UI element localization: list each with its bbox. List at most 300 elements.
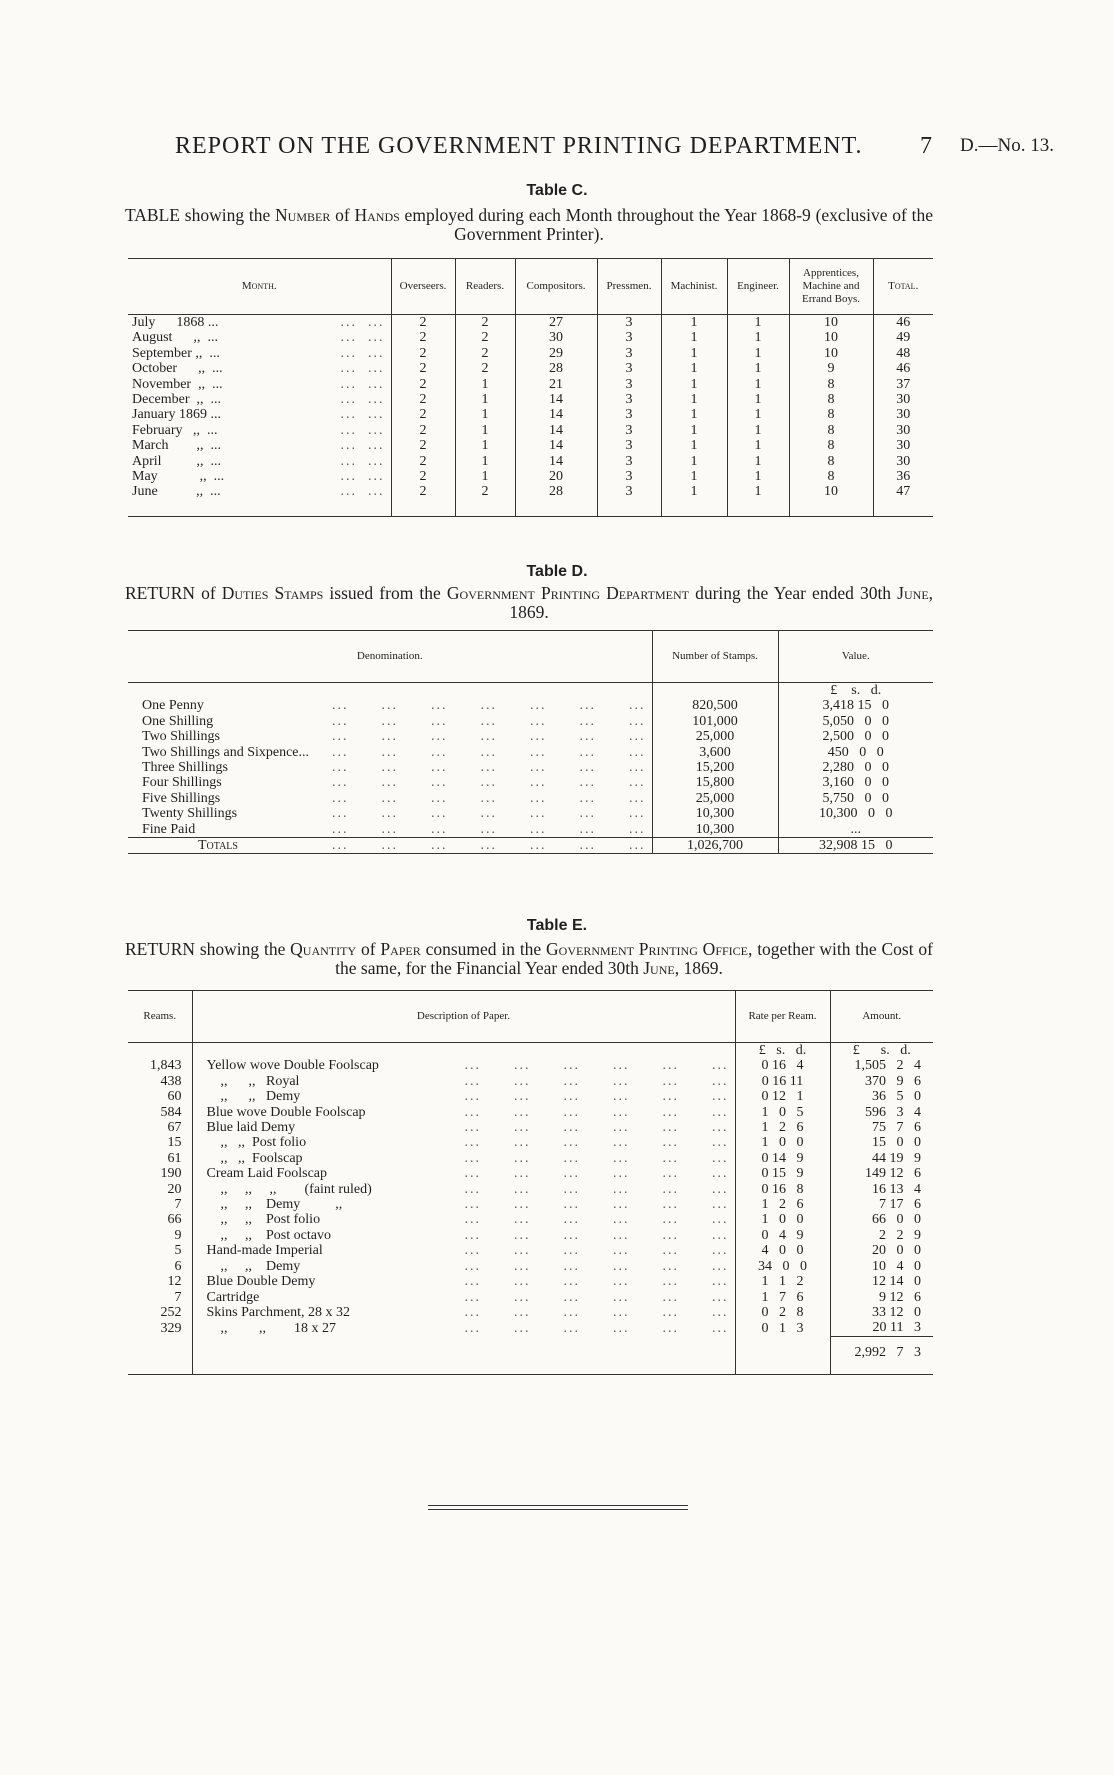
leader-dots: ... ... xyxy=(340,392,385,408)
leader-dots: ... ... xyxy=(340,407,385,423)
leader-dots: ... ... xyxy=(340,330,385,346)
value-cell: 1 xyxy=(727,454,789,469)
table-row xyxy=(128,1151,933,1166)
table-row xyxy=(128,791,933,806)
value-cell: 3 xyxy=(597,315,661,331)
amount-cell: 1,505 2 4 xyxy=(854,1058,921,1074)
leader-dots: ... ... ... ... ... ... ... xyxy=(332,760,646,776)
leader-dots: ... ... ... ... ... ... xyxy=(464,1243,729,1259)
amount-cell: 20 0 0 xyxy=(872,1243,921,1259)
month-cell xyxy=(128,361,391,376)
amount-cell: 10 4 0 xyxy=(872,1258,921,1274)
table-row xyxy=(128,438,933,453)
value-cell: 1 xyxy=(661,484,727,516)
leader-dots: ... ... ... ... ... ... ... xyxy=(332,838,646,854)
col-month: Month. xyxy=(128,259,391,315)
table-e-description: RETURN showing the Quantity of Paper consumed in the Government Printing Office, together with the Cost of the same, for the Financial Year ended 30th June, 1869. xyxy=(125,939,933,978)
leader-dots: ... ... ... ... ... ... xyxy=(464,1089,729,1105)
rate-cell: 4 0 0 xyxy=(735,1243,830,1258)
paper-description: Blue Double Demy xyxy=(206,1274,316,1290)
paper-description-cell xyxy=(192,1089,735,1104)
denomination-label: Four Shillings xyxy=(142,775,222,791)
value-cell: 2 xyxy=(455,484,515,516)
table-row xyxy=(128,1212,933,1227)
value-cell: 2 xyxy=(391,330,455,345)
amount-cell: 44 19 9 xyxy=(872,1150,921,1166)
value-cell: 2,280 0 0 xyxy=(822,760,889,776)
rate-cell: 0 16 4 xyxy=(735,1058,830,1073)
value-cell: 1 xyxy=(455,469,515,484)
rate-cell: 1 0 0 xyxy=(735,1212,830,1227)
value-cell: 450 0 0 xyxy=(827,744,884,760)
paper-description-cell xyxy=(192,1228,735,1243)
rate-cell: 0 15 9 xyxy=(735,1166,830,1181)
value-cell: 3 xyxy=(597,392,661,407)
value-cell: 3 xyxy=(597,346,661,361)
page-number: 7 xyxy=(920,133,932,159)
table-row xyxy=(128,315,933,331)
denomination-cell xyxy=(128,729,652,744)
value-cell: 14 xyxy=(515,438,597,453)
value-cell: 48 xyxy=(896,345,911,361)
paper-description: Hand-made Imperial xyxy=(206,1243,323,1259)
blank-cell xyxy=(128,1336,192,1374)
month-label: January 1869 ... xyxy=(132,407,222,423)
leader-dots: ... ... ... ... ... ... xyxy=(464,1320,729,1336)
amount-cell: 75 7 6 xyxy=(872,1120,921,1136)
totals-number: 1,026,700 xyxy=(652,838,778,854)
paper-description-cell xyxy=(192,1274,735,1289)
month-cell xyxy=(128,377,391,392)
rate-cell: 0 4 9 xyxy=(735,1228,830,1243)
stamps-count-cell: 25,000 xyxy=(652,791,778,806)
blank-cell xyxy=(192,1336,735,1374)
value-cell: 1 xyxy=(661,315,727,331)
value-cell: 1 xyxy=(455,438,515,453)
paper-description: ,, ,, 18 x 27 xyxy=(206,1320,336,1336)
table-d-description: RETURN of Duties Stamps issued from the Government Printing Department during the Year ended 30th June, 1869. xyxy=(125,583,934,622)
value-cell: 10 xyxy=(789,315,873,331)
table-row xyxy=(128,484,933,516)
value-cell: 2,500 0 0 xyxy=(822,729,889,745)
amount-units: £ s. d. xyxy=(852,1043,911,1058)
amount-cell: 20 11 3 xyxy=(872,1320,921,1336)
value-cell: 2 xyxy=(391,377,455,392)
value-cell: 1 xyxy=(661,438,727,453)
leader-dots: ... ... xyxy=(340,453,385,469)
value-cell: 49 xyxy=(896,330,911,346)
totals-value: 32,908 15 0 xyxy=(778,838,933,854)
value-cell: 46 xyxy=(896,315,911,330)
denomination-cell xyxy=(128,760,652,775)
value-cell: 1 xyxy=(455,392,515,407)
rate-cell: 1 1 2 xyxy=(735,1274,830,1289)
value-cell: 2 xyxy=(391,346,455,361)
value-cell: 10 xyxy=(789,346,873,361)
amount-cell: 370 9 6 xyxy=(865,1073,921,1089)
value-cell: 1 xyxy=(661,361,727,376)
table-c-caption: Table C. xyxy=(526,182,588,199)
amount-cell: 15 0 0 xyxy=(872,1135,921,1151)
value-cell: 27 xyxy=(515,315,597,331)
value-cell: 30 xyxy=(896,407,911,423)
month-label: March ,, ... xyxy=(132,438,222,454)
rate-units: £ s. d. xyxy=(735,1043,830,1059)
month-label: May ,, ... xyxy=(132,469,225,485)
rate-cell: 0 2 8 xyxy=(735,1305,830,1320)
col-total: Total. xyxy=(873,259,933,315)
leader-dots: ... ... ... ... ... ... xyxy=(464,1258,729,1274)
leader-dots: ... ... ... ... ... ... xyxy=(464,1212,729,1228)
paper-description: ,, ,, Demy xyxy=(206,1258,301,1274)
value-cell: 3 xyxy=(597,377,661,392)
leader-dots: ... ... ... ... ... ... xyxy=(464,1181,729,1197)
denomination-label: Five Shillings xyxy=(142,790,221,806)
table-row xyxy=(128,714,933,729)
denomination-label: One Shilling xyxy=(142,713,214,729)
denomination-cell xyxy=(128,822,652,838)
document-reference: D.—No. 13. xyxy=(960,135,1054,156)
totals-label: Totals xyxy=(198,838,238,854)
value-cell: 3 xyxy=(597,438,661,453)
closing-rule-bottom xyxy=(428,1509,688,1510)
table-row xyxy=(128,1166,933,1181)
value-cell: 37 xyxy=(896,376,911,392)
table-row xyxy=(128,377,933,392)
value-cell: 5,050 0 0 xyxy=(822,713,889,729)
month-cell xyxy=(128,407,391,422)
denomination-label: Two Shillings and Sixpence... xyxy=(142,744,310,760)
value-cell: 1 xyxy=(661,346,727,361)
month-cell xyxy=(128,423,391,438)
paper-description: Cartridge xyxy=(206,1289,260,1305)
col-readers: Readers. xyxy=(455,259,515,315)
paper-description-cell xyxy=(192,1120,735,1135)
leader-dots: ... ... ... ... ... ... xyxy=(464,1135,729,1151)
paper-description: Blue wove Double Foolscap xyxy=(206,1104,366,1120)
value-cell: 10 xyxy=(789,484,873,516)
table-row xyxy=(128,1182,933,1197)
value-cell: 3 xyxy=(597,407,661,422)
paper-description-cell xyxy=(192,1290,735,1305)
month-label: October ,, ... xyxy=(132,361,223,377)
stamps-count-cell: 15,800 xyxy=(652,775,778,790)
value-cell: 2 xyxy=(391,315,455,331)
rate-cell: 0 16 11 xyxy=(735,1074,830,1089)
col-compositors: Compositors. xyxy=(515,259,597,315)
table-row xyxy=(128,1228,933,1243)
reams-cell: 6 xyxy=(128,1259,192,1274)
denomination-cell xyxy=(128,791,652,806)
value-cell: 1 xyxy=(455,423,515,438)
leader-dots: ... ... xyxy=(340,484,385,500)
value-cell: 47 xyxy=(896,484,911,500)
value-cell: 30 xyxy=(896,453,911,469)
leader-dots: ... ... ... ... ... ... xyxy=(464,1058,729,1074)
col-engineer: Engineer. xyxy=(727,259,789,315)
value-cell: 1 xyxy=(727,484,789,516)
total-amount: 2,992 7 3 xyxy=(830,1336,933,1374)
value-cell: 1 xyxy=(661,330,727,345)
stamps-count-cell: 25,000 xyxy=(652,729,778,744)
blank-cell xyxy=(735,1336,830,1374)
table-row xyxy=(128,346,933,361)
reams-cell: 15 xyxy=(128,1135,192,1150)
value-cell: 1 xyxy=(727,407,789,422)
table-row xyxy=(128,1058,933,1073)
reams-cell: 190 xyxy=(128,1166,192,1181)
rate-cell: 0 14 9 xyxy=(735,1151,830,1166)
value-cell: 9 xyxy=(789,361,873,376)
value-cell: 1 xyxy=(727,377,789,392)
value-cell: 1 xyxy=(455,377,515,392)
value-cell: 8 xyxy=(789,469,873,484)
table-d-caption: Table D. xyxy=(526,563,588,580)
paper-description-cell xyxy=(192,1074,735,1089)
col-denomination: Denomination. xyxy=(128,631,652,683)
table-row xyxy=(128,1274,933,1289)
paper-description-cell xyxy=(192,1182,735,1197)
value-cell: 29 xyxy=(515,346,597,361)
reams-cell: 67 xyxy=(128,1120,192,1135)
value-cell: 30 xyxy=(896,438,911,454)
paper-description: ,, ,, Royal xyxy=(206,1073,300,1089)
reams-cell: 584 xyxy=(128,1105,192,1120)
stamps-count-cell: 10,300 xyxy=(652,806,778,821)
month-label: April ,, ... xyxy=(132,453,222,469)
value-cell: 30 xyxy=(896,392,911,408)
value-cell: 8 xyxy=(789,423,873,438)
reams-cell: 12 xyxy=(128,1274,192,1289)
value-cell: 1 xyxy=(661,407,727,422)
reams-cell: 9 xyxy=(128,1228,192,1243)
value-cell: 3 xyxy=(597,330,661,345)
table-row xyxy=(128,1074,933,1089)
month-label: December ,, ... xyxy=(132,392,222,408)
paper-description: ,, ,, Post folio xyxy=(206,1135,307,1151)
month-label: July 1868 ... xyxy=(132,315,219,330)
value-cell: 14 xyxy=(515,407,597,422)
leader-dots: ... ... xyxy=(340,361,385,377)
paper-description-cell xyxy=(192,1197,735,1212)
leader-dots: ... ... ... ... ... ... xyxy=(464,1073,729,1089)
value-cell: 2 xyxy=(455,315,515,331)
month-cell xyxy=(128,330,391,345)
paper-description-cell xyxy=(192,1259,735,1274)
month-label: September ,, ... xyxy=(132,345,220,361)
paper-description: ,, ,, ,, (faint ruled) xyxy=(206,1181,372,1197)
table-d-duties-stamps xyxy=(128,630,933,854)
leader-dots: ... ... xyxy=(340,376,385,392)
paper-description: ,, ,, Demy xyxy=(206,1089,301,1105)
value-cell: 1 xyxy=(661,469,727,484)
table-row xyxy=(128,1105,933,1120)
value-cell: 3 xyxy=(597,454,661,469)
paper-description: ,, ,, Demy ,, xyxy=(206,1197,343,1213)
value-cell: 1 xyxy=(727,392,789,407)
month-label: June ,, ... xyxy=(132,484,221,500)
page-header xyxy=(0,133,1114,163)
leader-dots: ... ... ... ... ... ... ... xyxy=(332,729,646,745)
stamps-count-cell: 3,600 xyxy=(652,745,778,760)
amount-cell: 12 14 0 xyxy=(872,1274,921,1290)
table-row xyxy=(128,1320,933,1336)
value-cell: 3,160 0 0 xyxy=(822,775,889,791)
value-cell: 8 xyxy=(789,392,873,407)
value-cell: 2 xyxy=(391,392,455,407)
table-c-description: TABLE showing the Number of Hands employed during each Month throughout the Year 1868-9 (exclusive of the Government Printer). xyxy=(125,205,934,244)
leader-dots: ... ... ... ... ... ... ... xyxy=(332,713,646,729)
month-cell xyxy=(128,484,391,516)
col-amount: Amount. xyxy=(830,991,933,1043)
value-cell: 3 xyxy=(597,361,661,376)
paper-description-cell xyxy=(192,1135,735,1150)
denomination-cell xyxy=(128,714,652,729)
value-cell: 2 xyxy=(391,469,455,484)
stamps-count-cell: 15,200 xyxy=(652,760,778,775)
col-reams: Reams. xyxy=(128,991,192,1043)
rate-cell: 1 7 6 xyxy=(735,1290,830,1305)
value-cell: 1 xyxy=(661,454,727,469)
value-cell: 14 xyxy=(515,454,597,469)
value-cell: 3 xyxy=(597,469,661,484)
value-cell: 3 xyxy=(597,423,661,438)
leader-dots: ... ... ... ... ... ... ... xyxy=(332,698,646,714)
stamps-count-cell: 101,000 xyxy=(652,714,778,729)
rate-cell: 1 0 5 xyxy=(735,1105,830,1120)
table-row xyxy=(128,1305,933,1320)
value-cell: 8 xyxy=(789,454,873,469)
total-row xyxy=(128,1336,933,1374)
denomination-label: Two Shillings xyxy=(142,729,220,745)
table-row xyxy=(128,454,933,469)
col-pressmen: Pressmen. xyxy=(597,259,661,315)
reams-cell: 329 xyxy=(128,1320,192,1336)
amount-cell: 149 12 6 xyxy=(865,1166,921,1182)
stamps-count-cell: 10,300 xyxy=(652,822,778,838)
leader-dots: ... ... ... ... ... ... xyxy=(464,1120,729,1136)
value-cell: 1 xyxy=(727,361,789,376)
paper-description: ,, ,, Post octavo xyxy=(206,1227,331,1243)
table-row xyxy=(128,1089,933,1104)
table-row xyxy=(128,775,933,790)
leader-dots: ... ... ... ... ... ... xyxy=(464,1104,729,1120)
value-cell: 2 xyxy=(391,438,455,453)
leader-dots: ... ... ... ... ... ... ... xyxy=(332,775,646,791)
table-row xyxy=(128,392,933,407)
table-e-paper-consumed xyxy=(128,990,933,1375)
table-row xyxy=(128,822,933,838)
value-cell: ... xyxy=(850,821,861,837)
amount-cell: 33 12 0 xyxy=(872,1304,921,1320)
leader-dots: ... ... ... ... ... ... xyxy=(464,1197,729,1213)
rate-cell: 0 16 8 xyxy=(735,1182,830,1197)
col-description: Description of Paper. xyxy=(192,991,735,1043)
value-cell: 1 xyxy=(661,392,727,407)
value-cell: 2 xyxy=(455,361,515,376)
value-cell: 1 xyxy=(727,438,789,453)
denomination-cell xyxy=(128,698,652,713)
reams-cell: 7 xyxy=(128,1290,192,1305)
month-label: November ,, ... xyxy=(132,376,223,392)
table-row xyxy=(128,423,933,438)
reams-cell: 60 xyxy=(128,1089,192,1104)
table-row xyxy=(128,1259,933,1274)
value-cell: 3 xyxy=(597,484,661,516)
amount-cell: 9 12 6 xyxy=(879,1289,921,1305)
table-row xyxy=(128,698,933,713)
value-cell: 2 xyxy=(391,423,455,438)
leader-dots: ... ... xyxy=(340,422,385,438)
value-cell: 1 xyxy=(455,454,515,469)
reams-cell: 1,843 xyxy=(128,1058,192,1073)
value-cell: 2 xyxy=(391,361,455,376)
value-cell: 5,750 0 0 xyxy=(822,790,889,806)
denomination-label: Fine Paid xyxy=(142,821,196,837)
reams-cell: 438 xyxy=(128,1074,192,1089)
paper-description: ,, ,, Post folio xyxy=(206,1212,321,1228)
value-cell: 30 xyxy=(515,330,597,345)
month-cell xyxy=(128,346,391,361)
rate-cell: 34 0 0 xyxy=(735,1259,830,1274)
table-row xyxy=(128,361,933,376)
value-cell: 2 xyxy=(455,330,515,345)
paper-description-cell xyxy=(192,1243,735,1258)
table-e-caption: Table E. xyxy=(526,917,588,934)
leader-dots: ... ... xyxy=(340,315,385,330)
value-cell: 1 xyxy=(727,330,789,345)
closing-rule-top xyxy=(428,1505,688,1506)
month-cell xyxy=(128,469,391,484)
col-rate-per-ream: Rate per Ream. xyxy=(735,991,830,1043)
value-cell: 36 xyxy=(896,469,911,485)
value-cell: 30 xyxy=(896,422,911,438)
reams-cell: 5 xyxy=(128,1243,192,1258)
totals-row xyxy=(128,838,933,854)
leader-dots: ... ... ... ... ... ... ... xyxy=(332,806,646,822)
denomination-cell xyxy=(128,806,652,821)
month-cell xyxy=(128,315,391,331)
paper-description: Blue laid Demy xyxy=(206,1120,296,1136)
rate-cell: 0 12 1 xyxy=(735,1089,830,1104)
paper-description: Skins Parchment, 28 x 32 xyxy=(206,1304,350,1320)
value-cell: 28 xyxy=(515,484,597,516)
leader-dots: ... ... ... ... ... ... xyxy=(464,1304,729,1320)
amount-cell: 66 0 0 xyxy=(872,1212,921,1228)
paper-description-cell xyxy=(192,1151,735,1166)
value-cell: 8 xyxy=(789,407,873,422)
col-apprentices: Apprentices, Machine and Errand Boys. xyxy=(789,259,873,315)
leader-dots: ... ... ... ... ... ... ... xyxy=(332,790,646,806)
month-label: August ,, ... xyxy=(132,330,218,346)
value-cell: 28 xyxy=(515,361,597,376)
table-row xyxy=(128,1290,933,1305)
leader-dots: ... ... xyxy=(340,438,385,454)
leader-dots: ... ... ... ... ... ... xyxy=(464,1150,729,1166)
value-cell: 8 xyxy=(789,377,873,392)
month-cell xyxy=(128,392,391,407)
amount-cell: 16 13 4 xyxy=(872,1181,921,1197)
amount-cell: 7 17 6 xyxy=(879,1197,921,1213)
paper-description: Cream Laid Foolscap xyxy=(206,1166,328,1182)
month-cell xyxy=(128,438,391,453)
leader-dots: ... ... ... ... ... ... xyxy=(464,1166,729,1182)
value-cell: 14 xyxy=(515,392,597,407)
value-cell: 10,300 0 0 xyxy=(819,806,893,822)
table-row xyxy=(128,806,933,821)
table-c-hands-employed xyxy=(128,258,933,517)
value-cell: 3,418 15 0 xyxy=(822,698,889,714)
